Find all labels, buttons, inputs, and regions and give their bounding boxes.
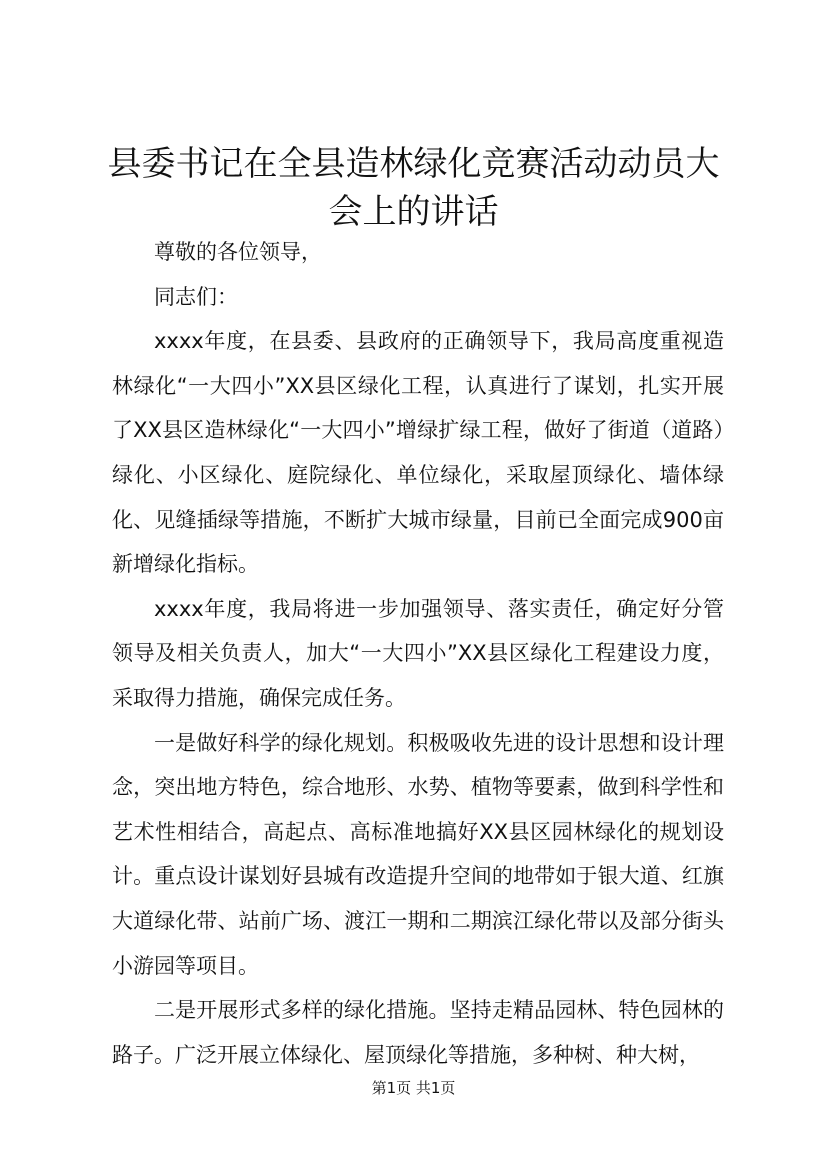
document-body [112, 230, 724, 1077]
page-number-label: 第1页 共1页 [371, 1079, 456, 1097]
document-title: 县委书记在全县造林绿化竞赛活动动员大会上的讲话 [107, 144, 720, 232]
body-paragraph: 一是做好科学的绿化规划。积极吸收先进的设计思想和设计理念，突出地方特色，综合地形、水势、植物等要素，做到科学性和艺术性相结合，高起点、高标准地搞好XX县区园林绿化的规划设计。重点设计谋划好县城有改造提升空间的地带如于银大道、红旗大道绿化带、站前广场、渡江一期和二期滨江绿化带以及部分街头小游园等项目。 [112, 730, 724, 978]
body-paragraph: xxxx年度，我局将进一步加强领导、落实责任，确定好分管领导及相关负责人，加大“一大四小”XX县区绿化工程建设力度，采取得力措施，确保完成任务。 [112, 596, 724, 710]
body-paragraph: 二是开展形式多样的绿化措施。坚持走精品园林、特色园林的路子。广泛开展立体绿化、屋顶绿化等措施，多种树、种大树， [112, 998, 724, 1067]
salutation-line: 同志们： [154, 284, 238, 309]
salutation-line: 尊敬的各位领导， [154, 240, 322, 264]
body-paragraph: xxxx年度，在县委、县政府的正确领导下，我局高度重视造林绿化“一大四小”XX县区绿化工程，认真进行了谋划，扎实开展了XX县区造林绿化“一大四小”增绿扩绿工程，做好了街道（道路）绿化、小区绿化、庭院绿化、单位绿化，采取屋顶绿化、墙体绿化、见缝插绿等措施，不断扩大城市绿量，目前已全面完成900亩新增绿化指标。 [112, 329, 724, 577]
page-footer [0, 1077, 827, 1098]
